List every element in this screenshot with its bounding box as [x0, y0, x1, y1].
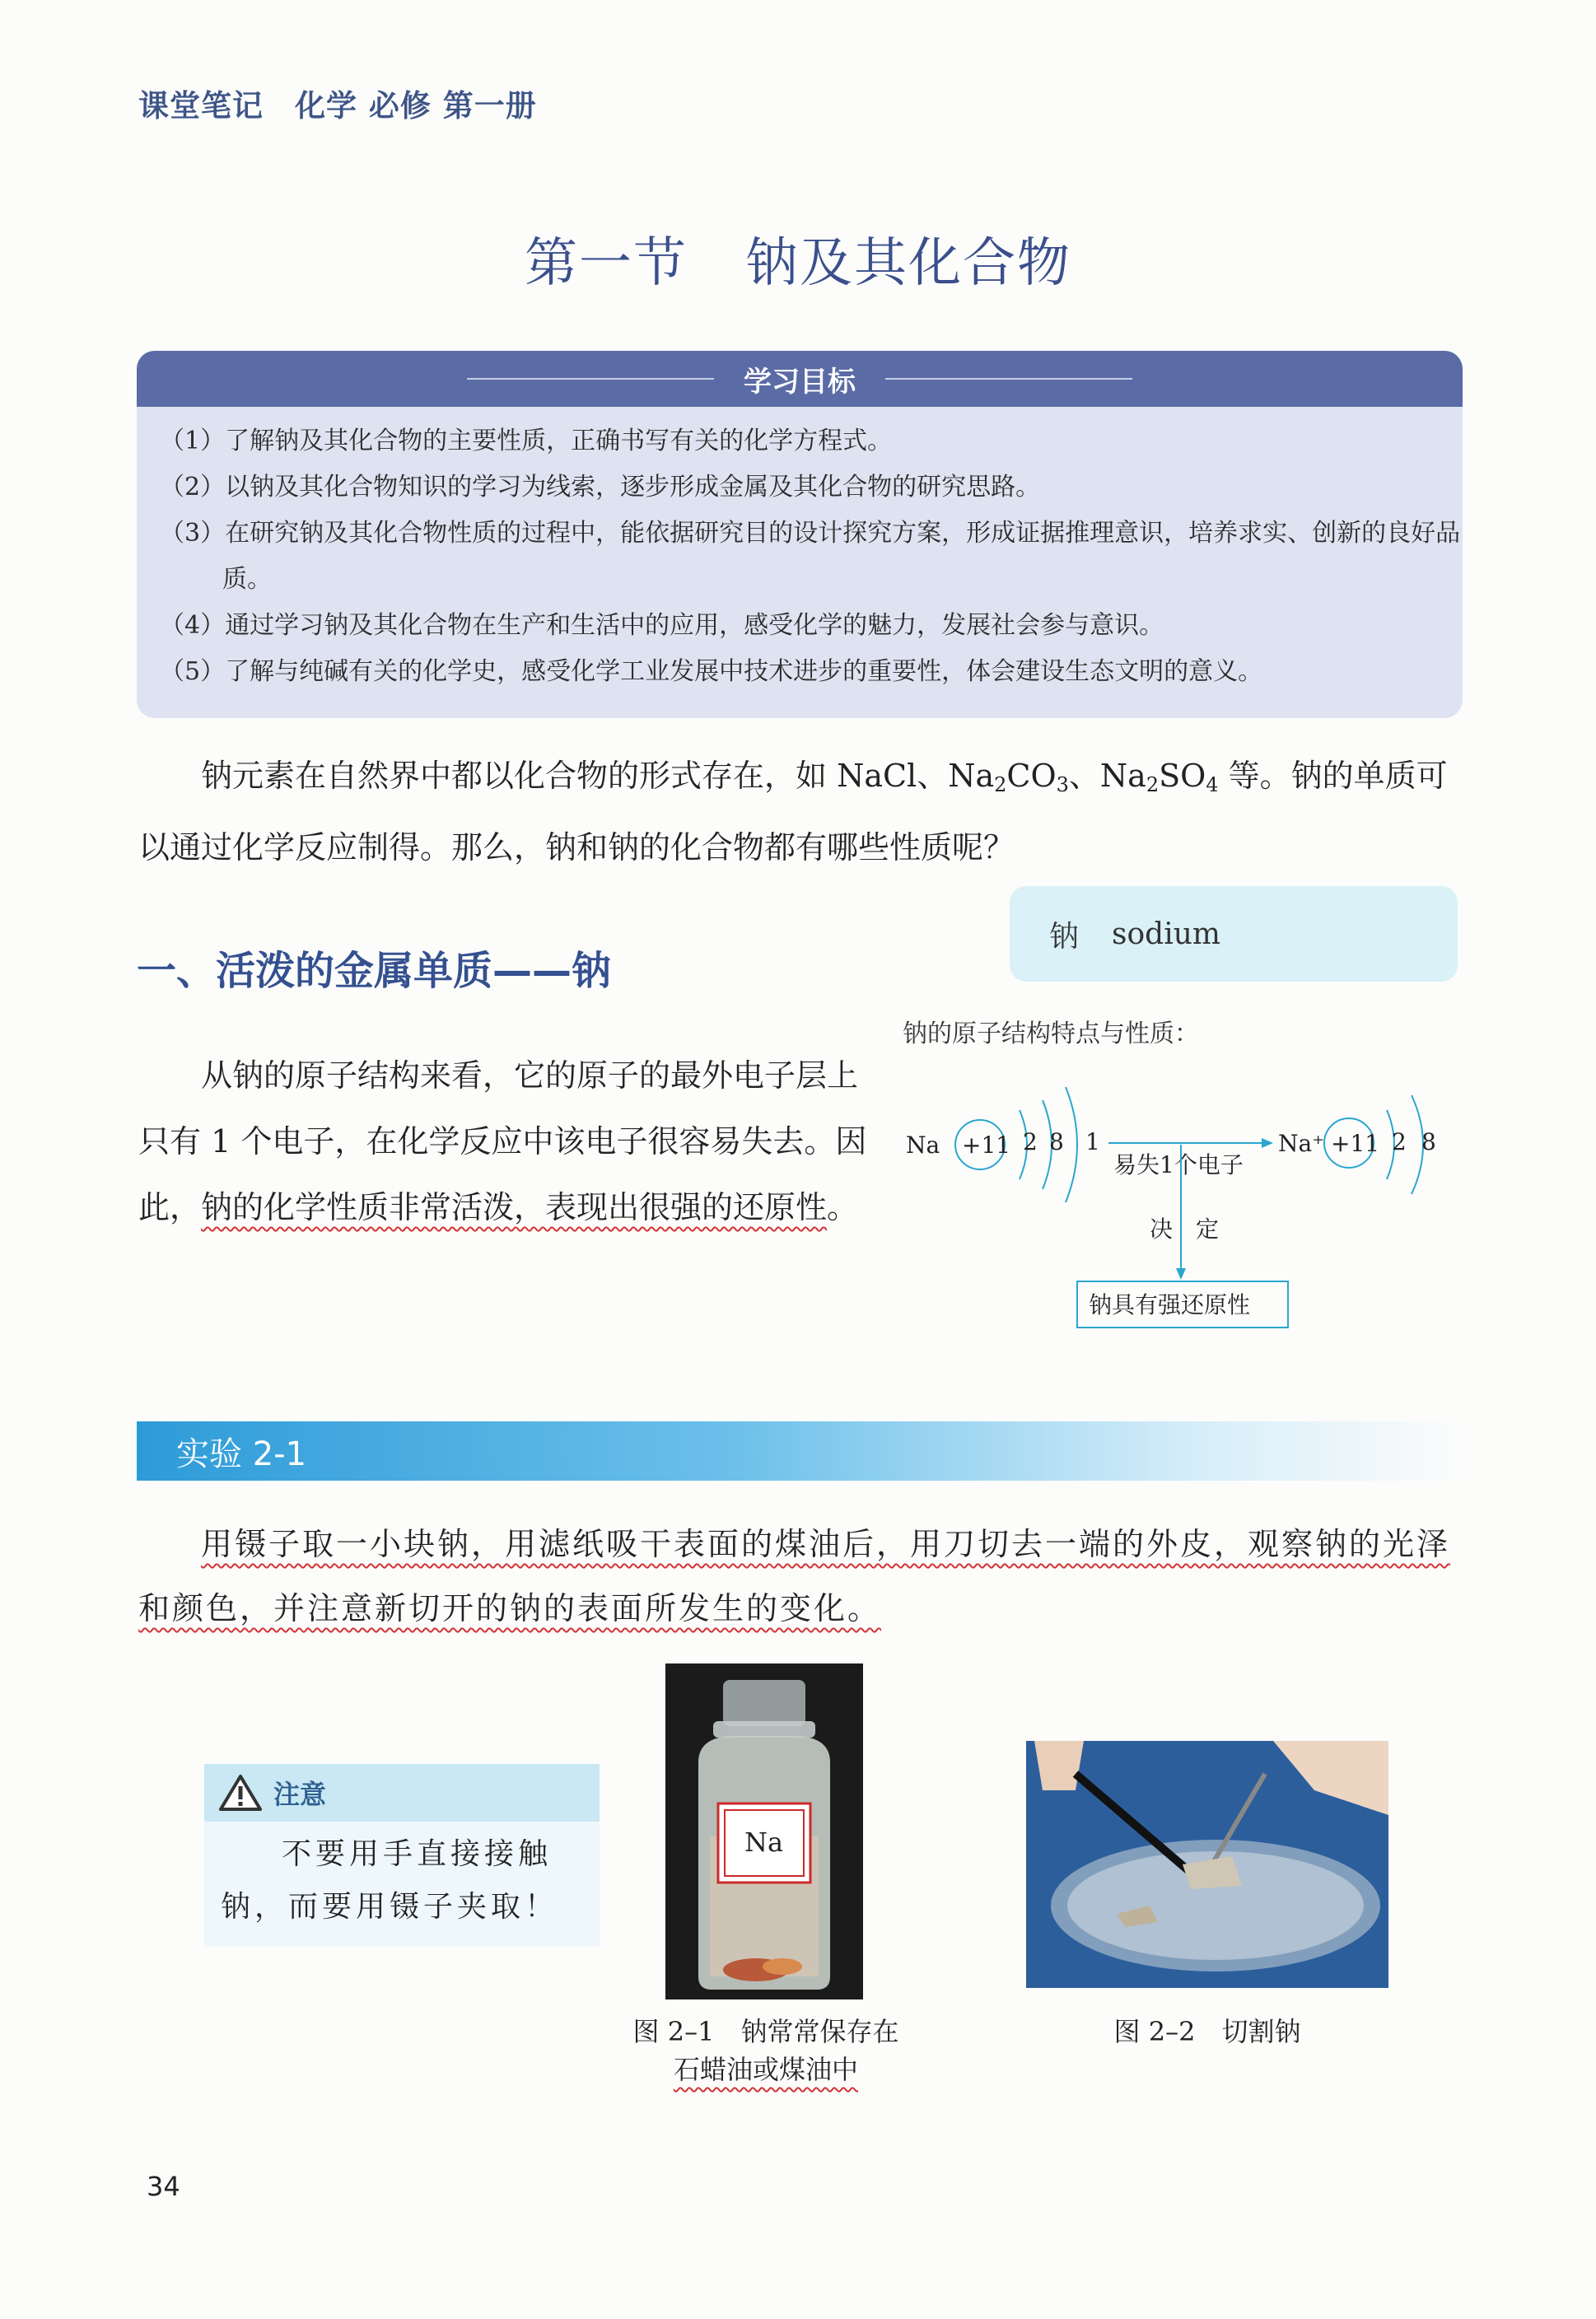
shell-count: 8: [1421, 1128, 1436, 1155]
arrow-head: [1262, 1138, 1273, 1148]
figure-caption-2: 图 2–2 切割钠: [1113, 2016, 1301, 2047]
running-header: 课堂笔记 化学 必修 第一册: [138, 88, 537, 124]
learning-goals-header: [137, 351, 1463, 407]
atomic-structure-diagram: [903, 1071, 1463, 1342]
page-number: 34: [147, 2171, 180, 2202]
ion-nucleus-charge: +11: [1331, 1130, 1380, 1157]
subscript: 2: [1146, 773, 1160, 796]
experiment-label: 实验 2-1: [176, 1435, 307, 1473]
goal-item: （4）通过学习钠及其化合物在生产和生活中的应用，感受化学的魅力，发展社会参与意识。: [160, 611, 1164, 640]
goal-item: （5）了解与纯碱有关的化学史，感受化学工业发展中技术进步的重要性，体会建设生态文明的意义。: [160, 657, 1263, 686]
shell-count: 2: [1392, 1128, 1407, 1155]
shell-count: 2: [1023, 1128, 1038, 1155]
arrow-label: 易失1个电子: [1113, 1151, 1244, 1178]
experiment-instructions: 用镊子取一小块钠，用滤纸吸干表面的煤油后，用刀切去一端的外皮，观察钠的光泽和颜色，并注意新切开的钠的表面所发生的变化。: [138, 1526, 1451, 1626]
section-name: 钠及其化合物: [745, 233, 1071, 294]
warning-icon: [219, 1774, 262, 1812]
arrow-head: [1176, 1268, 1186, 1280]
intro-text: 等。钠的单质可以通过化学反应制得。那么，钠和钠的化合物都有哪些性质呢？: [138, 758, 1448, 866]
subscript: 2: [994, 773, 1007, 796]
goal-item: （2）以钠及其化合物知识的学习为线索，逐步形成金属及其化合物的研究思路。: [160, 473, 1041, 502]
ion-label: Na⁺: [1278, 1130, 1324, 1157]
caution-text: 不要用手直接接触钠，而要用镊子夹取！: [204, 1822, 600, 1947]
intro-paragraph: [138, 744, 1464, 879]
decide-label: 决 定: [1150, 1215, 1220, 1243]
structure-paragraph: [138, 1043, 881, 1240]
goal-item: （1）了解钠及其化合物的主要性质，正确书写有关的化学方程式。: [160, 427, 893, 455]
caption-line: 图 2–1 钠常常保存在: [632, 2016, 899, 2047]
learning-goals-label: 学习目标: [744, 365, 856, 399]
cutting-sodium-photo: [1026, 1741, 1388, 1988]
vocabulary-box: [1010, 886, 1458, 982]
subscript: 4: [1206, 773, 1219, 796]
vocab-chinese: 钠: [1049, 919, 1080, 954]
divider: [467, 378, 714, 380]
subscript: 3: [1056, 773, 1069, 796]
na-label: Na: [906, 1132, 940, 1159]
caption-line: 石蜡油或煤油中: [673, 2054, 858, 2085]
learning-goals-box: [137, 351, 1463, 718]
figure-caption-1: [626, 2013, 906, 2088]
goal-item: （3）在研究钠及其化合物性质的过程中，能依据研究目的设计探究方案，形成证据推理意识，培养求实、创新的良好品质。: [160, 519, 1461, 594]
intro-text: SO: [1159, 758, 1206, 794]
na-nucleus-charge: +11: [962, 1132, 1011, 1159]
intro-text: CO: [1006, 758, 1057, 794]
shell-arc: [1066, 1087, 1077, 1202]
vocab-english: sodium: [1112, 917, 1221, 951]
intro-text: 钠元素在自然界中都以化合物的形式存在，如 NaCl、Na: [201, 758, 995, 794]
page-title: [0, 221, 1596, 296]
paragraph-text: 。: [827, 1189, 859, 1225]
divider: [885, 378, 1132, 380]
learning-goals-list: [137, 407, 1463, 695]
shell-count: 8: [1049, 1128, 1064, 1155]
shell-count: 1: [1085, 1128, 1100, 1155]
underlined-text: 钠的化学性质非常活泼，表现出很强的还原性: [201, 1189, 828, 1225]
caution-header: [204, 1764, 600, 1822]
experiment-bar: [137, 1421, 1463, 1481]
caution-box: [204, 1764, 600, 1947]
diagram-caption: 钠的原子结构特点与性质：: [903, 1020, 1199, 1048]
section-heading: 一、活泼的金属单质——钠: [137, 948, 612, 994]
result-text: 钠具有强还原性: [1089, 1291, 1251, 1318]
intro-text: 、Na: [1068, 758, 1146, 794]
bottle-label: Na: [744, 1827, 784, 1858]
section-number: 第一节: [525, 233, 688, 294]
sodium-bottle-photo: [665, 1663, 863, 1999]
paragraph-text: 从钠的原子结构来看，它的原子的最外电子层上只有 1 个电子，在化学反应中该电子很容易失去。因此，: [138, 1057, 867, 1225]
caution-label: 注意: [273, 1779, 327, 1810]
